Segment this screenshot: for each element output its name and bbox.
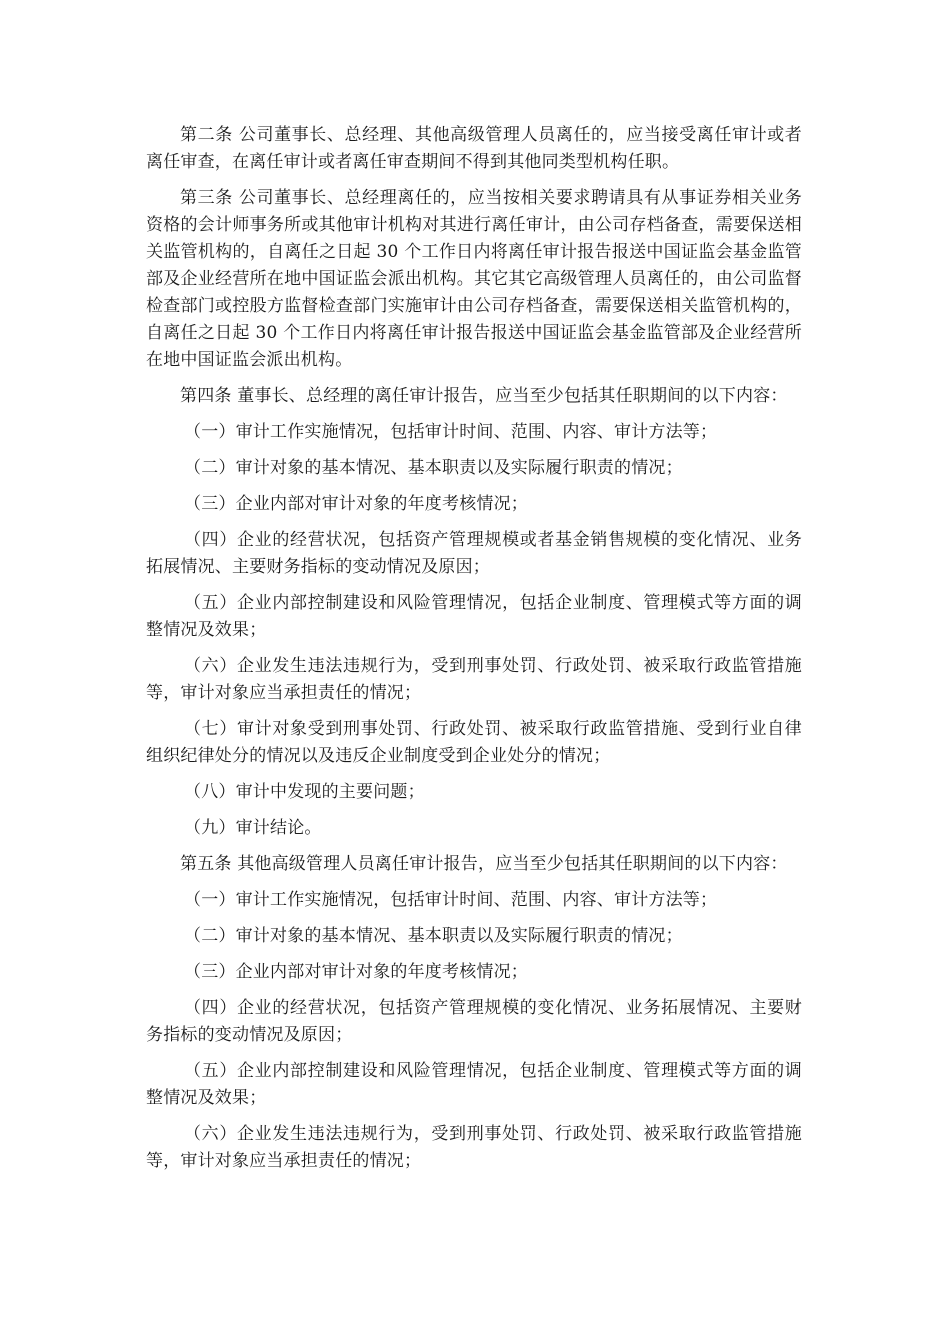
article-5-item-6: （六）企业发生违法违规行为，受到刑事处罚、行政处罚、被采取行政监管措施等，审计对象应当承担责任的情况； bbox=[146, 1124, 802, 1171]
article-5-item-4: （四）企业的经营状况，包括资产管理规模的变化情况、业务拓展情况、主要财务指标的变动情况及原因； bbox=[146, 998, 802, 1045]
article-4-item-7: （七）审计对象受到刑事处罚、行政处罚、被采取行政监管措施、受到行业自律组织纪律处分的情况以及违反企业制度受到企业处分的情况； bbox=[146, 719, 802, 766]
article-5-item-2: （二）审计对象的基本情况、基本职责以及实际履行职责的情况； bbox=[184, 926, 683, 946]
article-4-item-5: （五）企业内部控制建设和风险管理情况，包括企业制度、管理模式等方面的调整情况及效果； bbox=[146, 593, 802, 640]
article-2-paragraph: 第二条 公司董事长、总经理、其他高级管理人员离任的，应当接受离任审计或者离任审查，在离任审计或者离任审查期间不得到其他同类型机构任职。 bbox=[146, 125, 802, 172]
article-4-item-3: （三）企业内部对审计对象的年度考核情况； bbox=[184, 494, 528, 514]
article-4-item-4: （四）企业的经营状况，包括资产管理规模或者基金销售规模的变化情况、业务拓展情况、主要财务指标的变动情况及原因； bbox=[146, 530, 802, 577]
document-body bbox=[146, 122, 802, 1175]
article-4-item-6: （六）企业发生违法违规行为，受到刑事处罚、行政处罚、被采取行政监管措施等，审计对象应当承担责任的情况； bbox=[146, 656, 802, 703]
article-3-paragraph: 第三条 公司董事长、总经理离任的，应当按相关要求聘请具有从事证券相关业务资格的会计师事务所或其他审计机构对其进行离任审计，由公司存档备查，需要保送相关监管机构的，自离任之日起 30 个工作日内将离任审计报告报送中国证监会基金监管部及企业经营所在地中国证监会派出机构。其它其它高级管理人员离任的，由公司监督检查部门或控股方监督检查部门实施审计由公司存档备查，需要保送相关监管机构的，自离任之日起 30 个工作日内将离任审计报告报送中国证监会基金监管部及企业经营所在地中国证监会派出机构。 bbox=[146, 188, 802, 370]
article-4-paragraph: 第四条 董事长、总经理的离任审计报告，应当至少包括其任职期间的以下内容： bbox=[180, 386, 788, 406]
article-4-item-8: （八）审计中发现的主要问题； bbox=[184, 782, 425, 802]
article-4-item-1: （一）审计工作实施情况，包括审计时间、范围、内容、审计方法等； bbox=[184, 422, 718, 442]
article-5-item-5: （五）企业内部控制建设和风险管理情况，包括企业制度、管理模式等方面的调整情况及效果； bbox=[146, 1061, 802, 1108]
article-4-item-2: （二）审计对象的基本情况、基本职责以及实际履行职责的情况； bbox=[184, 458, 683, 478]
article-4-item-9: （九）审计结论。 bbox=[184, 818, 322, 838]
article-5-item-3: （三）企业内部对审计对象的年度考核情况； bbox=[184, 962, 528, 982]
article-5-paragraph: 第五条 其他高级管理人员离任审计报告，应当至少包括其任职期间的以下内容： bbox=[180, 854, 788, 874]
article-5-item-1: （一）审计工作实施情况，包括审计时间、范围、内容、审计方法等； bbox=[184, 890, 718, 910]
